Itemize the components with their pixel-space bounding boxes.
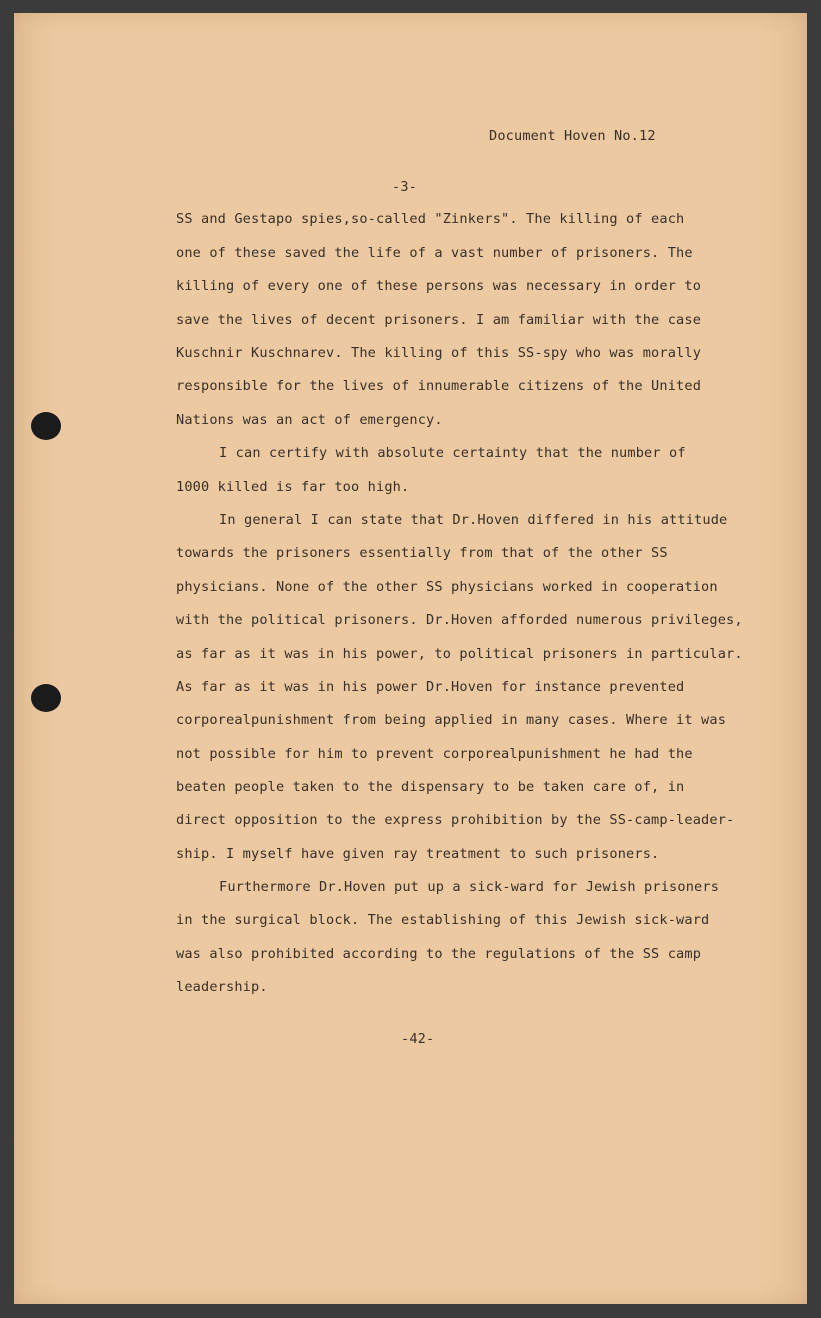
body-line: beaten people taken to the dispensary to be taken care of, in — [176, 779, 685, 795]
body-line: one of these saved the life of a vast number of prisoners. The — [176, 245, 693, 261]
body-line: Kuschnir Kuschnarev. The killing of this SS-spy who was morally — [176, 345, 702, 361]
body-line: In general I can state that Dr.Hoven differed in his attitude — [194, 512, 728, 528]
body-line: leadership. — [176, 979, 268, 995]
body-line: ship. I myself have given ray treatment to such prisoners. — [176, 846, 660, 862]
body-line: SS and Gestapo spies,so-called "Zinkers". The killing of each — [176, 211, 685, 227]
punch-hole-lower — [31, 684, 61, 712]
body-line: corporealpunishment from being applied in many cases. Where it was — [176, 712, 727, 728]
body-line: save the lives of decent prisoners. I am familiar with the case — [176, 312, 702, 328]
body-line: direct opposition to the express prohibition by the SS-camp-leader- — [176, 812, 735, 828]
body-line: responsible for the lives of innumerable citizens of the United — [176, 378, 702, 394]
body-line: 1000 killed is far too high. — [176, 479, 410, 495]
body-line: Nations was an act of emergency. — [176, 412, 443, 428]
page-marker-top: -3- — [392, 179, 418, 195]
body-line: I can certify with absolute certainty that the number of — [194, 445, 686, 461]
punch-hole-upper — [31, 412, 61, 440]
body-line: towards the prisoners essentially from that of the other SS — [176, 545, 668, 561]
body-line: physicians. None of the other SS physicians worked in cooperation — [176, 579, 718, 595]
document-reference: Document Hoven No.12 — [489, 128, 656, 144]
body-line: with the political prisoners. Dr.Hoven afforded numerous privileges, — [176, 612, 743, 628]
body-line: As far as it was in his power Dr.Hoven for instance prevented — [176, 679, 685, 695]
body-line: in the surgical block. The establishing of this Jewish sick-ward — [176, 912, 710, 928]
body-line: killing of every one of these persons was necessary in order to — [176, 278, 702, 294]
body-line: was also prohibited according to the regulations of the SS camp — [176, 946, 702, 962]
body-line: Furthermore Dr.Hoven put up a sick-ward for Jewish prisoners — [194, 879, 720, 895]
page-number: -42- — [401, 1031, 435, 1047]
body-line: not possible for him to prevent corporealpunishment he had the — [176, 746, 693, 762]
body-line: as far as it was in his power, to political prisoners in particular. — [176, 646, 743, 662]
